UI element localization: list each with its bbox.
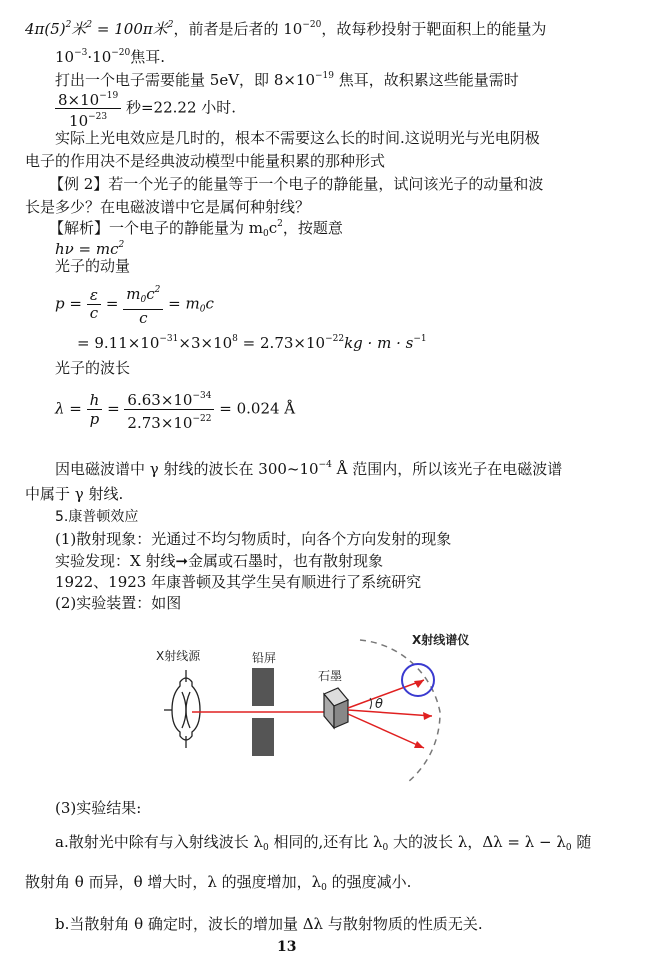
lead-screen-bottom xyxy=(252,718,274,756)
section-title: 5.康普顿效应 xyxy=(55,509,139,525)
graphite-label: 石墨 xyxy=(318,669,343,683)
line-10: $h\nu = mc^2$ xyxy=(55,240,125,258)
line-14: 光子的波长 xyxy=(55,359,131,377)
line-4: $\frac{8\times 10^{-19}}{10^{-23}}$ 秒=22.22 小时. xyxy=(55,88,236,129)
line-20: 实验发现：X 射线➞金属或石墨时，也有散射现象 xyxy=(55,552,384,570)
compton-apparatus-figure xyxy=(140,622,520,792)
line-21: 1922、1923 年康普顿及其学生吴有顺进行了系统研究 xyxy=(55,573,422,591)
line-2: $10^{-3}\cdot 10^{-20}$焦耳. xyxy=(55,48,166,66)
line-1: $4\pi(5)^2$米$^2$ = 100π米$^2$，前者是后者的 $10^{-20}$，故每秒投射于靶面积上的能量为 xyxy=(25,20,547,38)
line-23: (3)实验结果: xyxy=(55,799,142,817)
scattered-ray-down xyxy=(348,714,424,748)
time-fraction: $\frac{8\times 10^{-19}}{10^{-23}}$ xyxy=(55,88,121,129)
lead-screen-top xyxy=(252,668,274,706)
momentum-value: = $9.11\times 10^{-31}\times 3\times 10^8 = 2.73\times 10^{-22}kg \cdot m \cdot s^{-1}$ xyxy=(77,334,427,352)
line-17: 中属于 γ 射线. xyxy=(25,485,124,503)
graphite-block xyxy=(324,688,348,728)
xray-tube xyxy=(164,670,200,748)
line-19: (1)散射现象：光通过不均匀物质时，向各个方向发射的现象 xyxy=(55,530,452,548)
line-24: a.散射光中除有与入射线波长 $\lambda_0$ 相同的,还有比 $\lambda_0$ 大的波长 λ，$\Delta\lambda = \lambda - \lambda_0$ 随 xyxy=(55,833,592,853)
area-expr: $4\pi(5)^2$米$^2$ = 100π米$^2$ xyxy=(25,20,174,38)
line-9: 【解析】一个电子的静能量为 $m_0c^2$，按题意 xyxy=(49,219,343,239)
transmitted-ray xyxy=(348,710,432,716)
line-7: 【例 2】若一个光子的能量等于一个电子的静能量，试问该光子的动量和波 xyxy=(49,175,544,193)
line-26: b.当散射角 θ 确定时，波长的增加量 Δλ 与散射物质的性质无关. xyxy=(55,915,483,933)
line-16: 因电磁波谱中 γ 射线的波长在 $300\sim 10^{-4}$ Å 范围内，所以该光子在电磁波谱 xyxy=(55,460,563,478)
line-11: 光子的动量 xyxy=(55,257,131,275)
page-number: 13 xyxy=(277,939,297,955)
lead-screen-label: 铅屏 xyxy=(252,651,277,665)
line-8: 长是多少？在电磁波谱中它是属何种射线？ xyxy=(25,198,311,216)
ratio-expr: $10^{-20}$ xyxy=(283,20,322,38)
line-25: 散射角 θ 而异，θ 增大时，λ 的强度增加，$\lambda_0$ 的强度减小. xyxy=(25,873,412,893)
theta-label: θ xyxy=(375,697,383,712)
momentum-formula: p = $\frac{\varepsilon}{c}$ = $\frac{m_0c^2}{c}$ = $m_0c$ xyxy=(55,282,214,327)
wavelength-formula: λ = $\frac{h}{p}$ = $\frac{6.63\times 10^{-34}}{2.73\times 10^{-22}}$ = 0.024 Å xyxy=(55,387,295,432)
line-6: 电子的作用决不是经典波动模型中能量积累的那种形式 xyxy=(25,152,386,170)
line-3: 打出一个电子需要能量 5eV，即 $8\times 10^{-19}$ 焦耳，故积累这些能量需时 xyxy=(55,71,519,89)
line-5: 实际上光电效应是几时的，根本不需要这么长的时间.这说明光与光电阴极 xyxy=(55,129,540,147)
line-22: (2)实验装置：如图 xyxy=(55,594,182,612)
spectrometer-label: X射线谱仪 xyxy=(412,633,470,647)
xray-source-label: X射线源 xyxy=(156,649,201,663)
